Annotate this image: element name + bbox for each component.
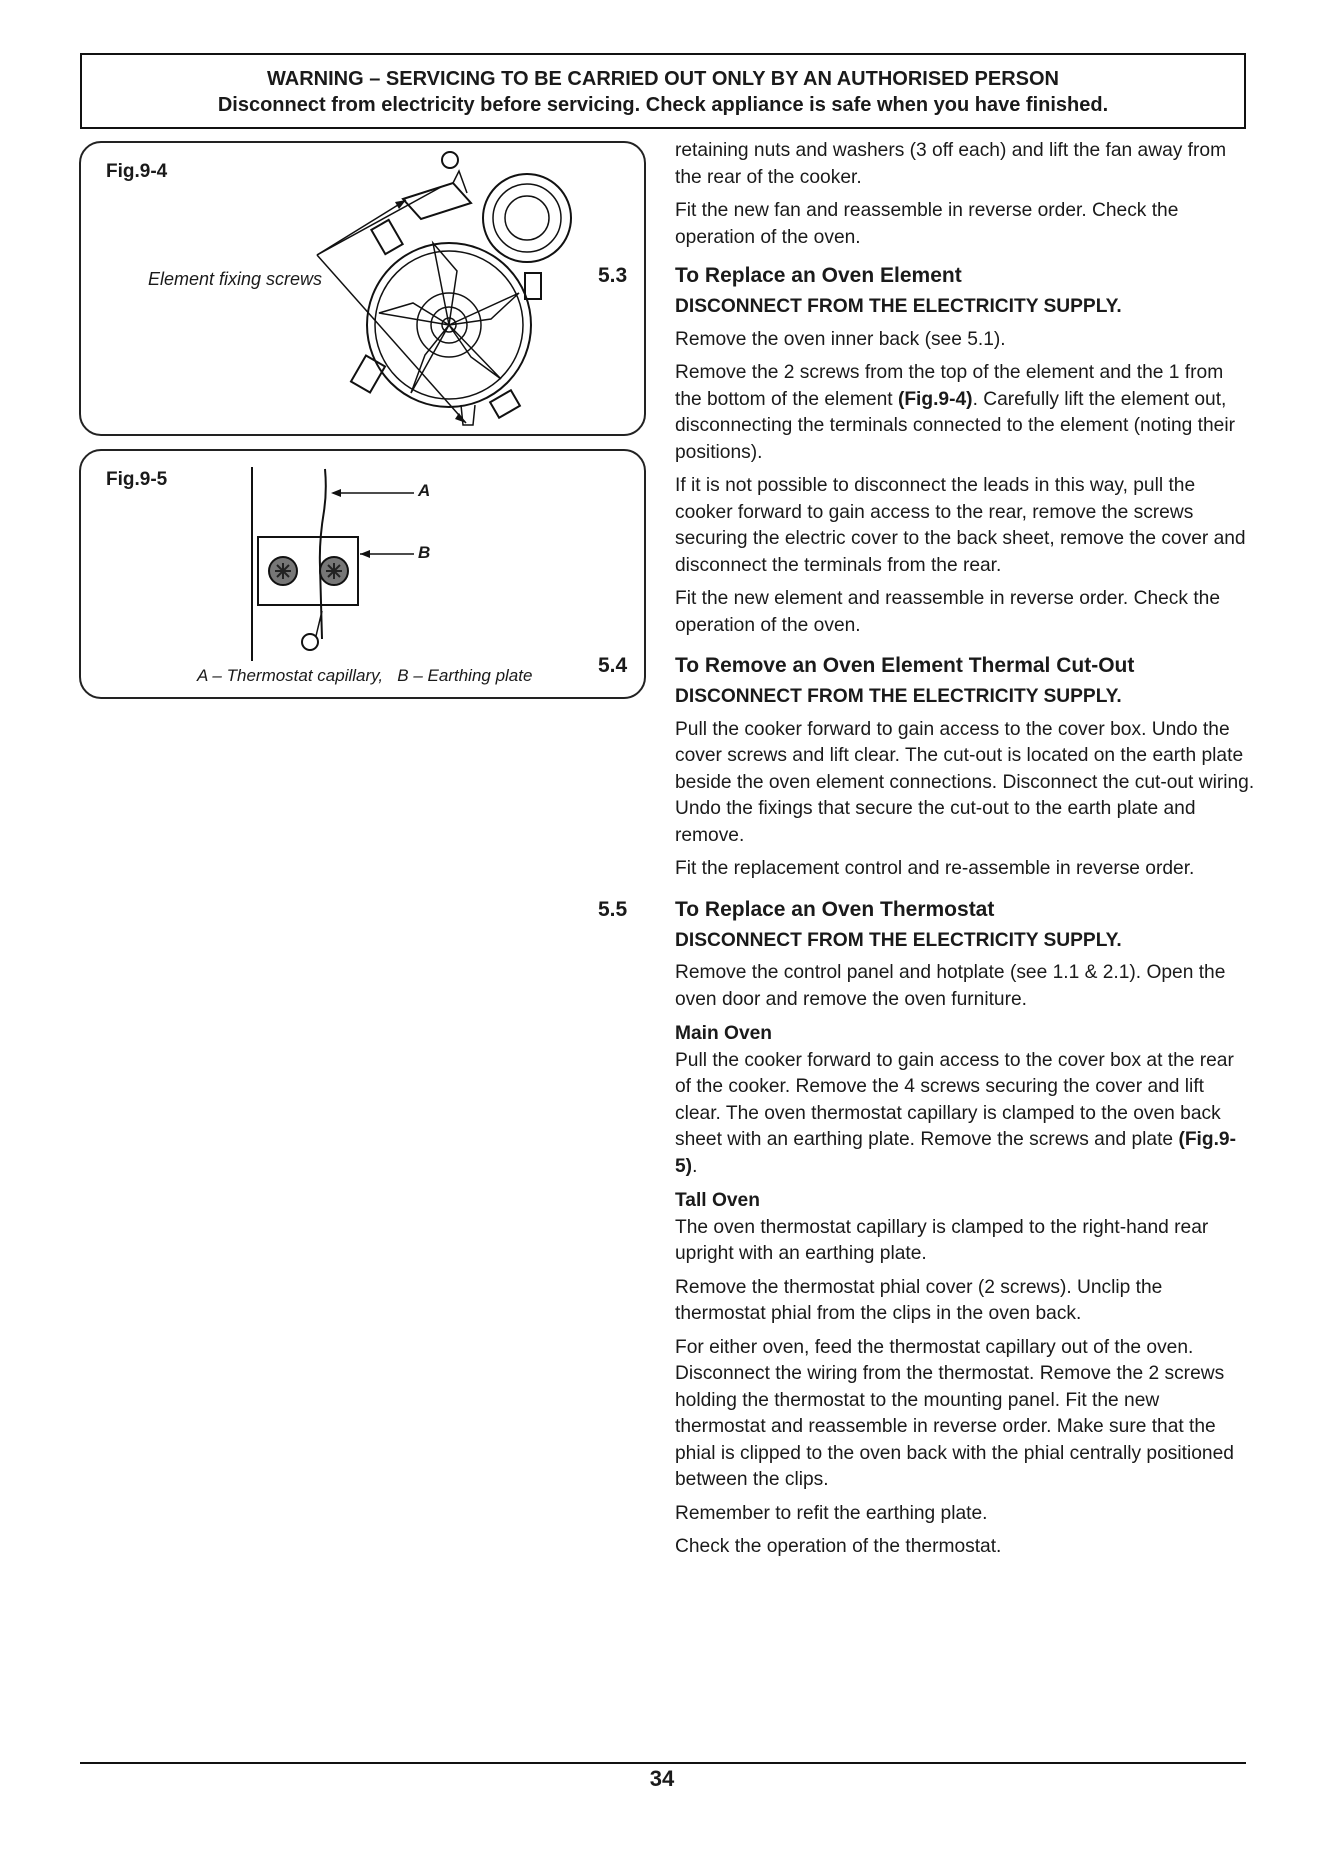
section-number: 5.5 — [598, 897, 628, 921]
right-column — [598, 138, 1255, 1568]
section-5-4 — [598, 652, 1255, 883]
figure-caption: A – Thermostat capillary, B – Earthing plate — [197, 666, 533, 685]
element-terminal — [461, 405, 475, 425]
disconnect-warning: DISCONNECT FROM THE ELECTRICITY SUPPLY. — [675, 296, 1122, 317]
disconnect-warning: DISCONNECT FROM THE ELECTRICITY SUPPLY. — [675, 686, 1122, 707]
element-clip — [371, 220, 402, 254]
paragraph: Fit the replacement control and re-assemble in reverse order. — [675, 858, 1195, 879]
label-a: A — [418, 481, 431, 500]
figure-reference: (Fig.9-4) — [897, 388, 973, 410]
fan-motor-center — [505, 196, 549, 240]
subheading-main-oven: Main Oven — [675, 1023, 773, 1044]
callout-label: Element fixing screws — [148, 269, 323, 289]
screw — [269, 557, 297, 585]
fan-motor-ring — [493, 184, 561, 252]
element-clip — [351, 356, 385, 393]
callout-line — [317, 255, 466, 423]
section-number: 5.3 — [598, 264, 628, 287]
fan-motor — [483, 174, 571, 262]
pointer-arrow — [360, 550, 370, 558]
page-number: 34 — [649, 1766, 675, 1791]
figure-9-4 — [79, 141, 646, 436]
figure-label: Fig.9-5 — [106, 469, 168, 490]
warning-box — [80, 53, 1246, 129]
paragraph: Remove the control panel and hotplate (see 1.1 & 2.1). Open the oven door and remove the oven furniture. — [675, 962, 1226, 1010]
paragraph: Remember to refit the earthing plate. — [675, 1502, 988, 1524]
warning-title: WARNING – SERVICING TO BE CARRIED OUT ONLY BY AN AUTHORISED PERSON — [267, 68, 1059, 90]
figure-label: Fig.9-4 — [106, 161, 168, 182]
footer-rule — [80, 1762, 1246, 1764]
pointer-arrow — [331, 489, 341, 497]
screw — [320, 557, 348, 585]
paragraph: Remove the thermostat phial cover (2 screws). Unclip the thermostat phial from the clips in the oven back. — [675, 1276, 1163, 1324]
figure-reference: (Fig.9-5) — [675, 1129, 1236, 1177]
paragraph: Pull the cooker forward to gain access to the cover box at the rear of the cooker. Remove the 4 screws securing the cover and lift clear. The oven thermostat capillary is clamped to the oven back sheet with an earthing plate. Remove the screws and plate (Fig.9-5). — [675, 1049, 1236, 1177]
figure-9-5 — [79, 449, 646, 699]
section-title: To Replace an Oven Element — [675, 264, 962, 287]
intro-paragraph: retaining nuts and washers (3 off each) and lift the fan away from the rear of the cooker. — [675, 140, 1227, 188]
mounting-hole — [442, 152, 458, 168]
thermostat-clamp-diagram — [81, 451, 648, 701]
section-title: To Replace an Oven Thermostat — [675, 897, 995, 921]
section-title: To Remove an Oven Element Thermal Cut-Out — [675, 654, 1135, 677]
intro-paragraph: Fit the new fan and reassemble in reverse order. Check the operation of the oven. — [675, 200, 1179, 248]
paragraph: Remove the oven inner back (see 5.1). — [675, 328, 1006, 350]
paragraph: Check the operation of the thermostat. — [675, 1536, 1002, 1557]
subheading-tall-oven: Tall Oven — [675, 1190, 760, 1211]
disconnect-warning: DISCONNECT FROM THE ELECTRICITY SUPPLY. — [675, 929, 1122, 951]
section-number: 5.4 — [598, 654, 628, 677]
element-clip — [525, 273, 541, 299]
warning-subtitle: Disconnect from electricity before servicing. Check appliance is safe when you have finished. — [217, 94, 1109, 116]
section-5-5 — [598, 896, 1255, 1561]
paragraph: Pull the cooker forward to gain access to the cover box. Undo the cover screws and lift clear. The cut-out is located on the earth plate beside the oven element connections. Disconnect the cut-out wiring. Undo the fixings that secure the cut-out to the earth plate and remove. — [675, 718, 1255, 846]
paragraph: Fit the new element and reassemble in reverse order. Check the operation of the oven. — [675, 588, 1220, 636]
capillary-bulb — [302, 634, 318, 650]
paragraph: For either oven, feed the thermostat capillary out of the oven. Disconnect the wiring from the thermostat. Remove the 2 screws holding the thermostat to the mounting panel. Fit the new thermostat and reassemble in reverse order. Make sure that the phial is clipped to the oven back with the phial centrally positioned between the clips. — [675, 1336, 1234, 1490]
label-b: B — [418, 543, 431, 562]
section-5-3 — [598, 262, 1255, 639]
fan-element-diagram — [81, 143, 648, 438]
callout-arrow — [455, 413, 466, 423]
paragraph: The oven thermostat capillary is clamped to the right-hand rear upright with an earthing plate. — [675, 1216, 1209, 1264]
paragraph: If it is not possible to disconnect the leads in this way, pull the cooker forward to gain access to the rear, remove the screws securing the electric cover to the back sheet, remove the cover and disconnect the terminals from the rear. — [675, 475, 1246, 576]
paragraph: Remove the 2 screws from the top of the element and the 1 from the bottom of the element (Fig.9-4). Carefully lift the element out, disconnecting the terminals connected to the element (noting their positions). — [675, 362, 1235, 463]
